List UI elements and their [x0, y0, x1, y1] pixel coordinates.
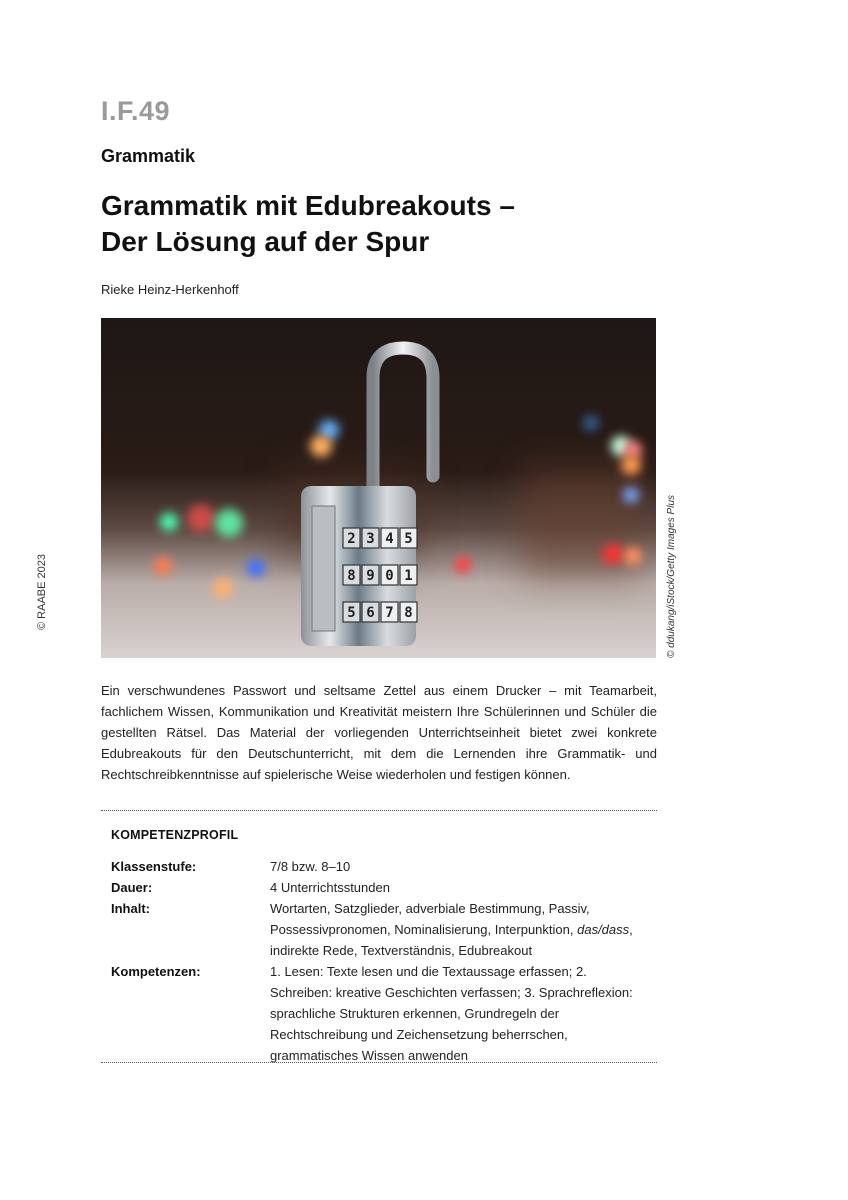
profile-row-duration [111, 877, 651, 898]
author: Rieke Heinz-Herkenhoff [101, 282, 239, 297]
dial-digit: 5 [404, 531, 413, 547]
dial-digit: 1 [404, 568, 413, 584]
dial-digit: 8 [347, 568, 356, 584]
profile-heading: KOMPETENZPROFIL [111, 828, 239, 842]
row-label: Klassenstufe: [111, 859, 197, 874]
divider-bottom [101, 1062, 657, 1063]
profile-row-grade [111, 856, 651, 877]
row-value: 7/8 bzw. 8–10 [270, 859, 351, 874]
row-label: Dauer: [111, 880, 153, 895]
dial-digit: 0 [385, 568, 394, 584]
page-title [101, 188, 515, 260]
title-line-1: Grammatik mit Edubreakouts – [101, 190, 515, 221]
profile-row-content [111, 898, 651, 961]
row-value: 1. Lesen: Texte lesen und die Textaussage erfassen; 2. Schreiben: kreative Geschichten verfassen; 3. Sprachreflexion: sprachliche Strukturen erkennen, Grundregeln der Rechtschreibung und Zeichensetzung beherrschen, grammatisches Wissen anwenden [270, 964, 633, 1063]
dial-digit: 9 [366, 568, 375, 584]
publisher-copyright: © RAABE 2023 [36, 554, 48, 630]
row-value [270, 898, 651, 961]
divider-top [101, 810, 657, 811]
title-line-2: Der Lösung auf der Spur [101, 226, 430, 257]
profile-row-competences [111, 961, 651, 1066]
dial-digit: 2 [347, 531, 356, 547]
intro-paragraph: Ein verschwundenes Passwort und seltsame Zettel aus einem Drucker – mit Teamarbeit, fachlichem Wissen, Kommunikation und Kreativität meistern Ihre Schülerinnen und Schüler die gestellten Rätsel. Das Material der vorliegenden Unterrichtseinheit bietet zwei konkrete Edubreakouts für den Deutschunterricht, mit dem die Lernenden ihre Grammatik- und Rechtschreibkenntnisse auf spielerische Weise wiederholen und festigen können. [101, 683, 657, 782]
photo-credit: © ddukang/iStock/Getty Images Plus [666, 494, 677, 658]
content-text-end: , indirekte Rede, Textverständnis, Edubreakout [270, 922, 633, 958]
dial-digit: 7 [385, 605, 394, 621]
padlock-illustration [101, 318, 656, 658]
content-text: Wortarten, Satzglieder, adverbiale Bestimmung, Passiv, Possessivpronomen, Nominalisierung, Interpunktion, [270, 901, 590, 937]
cover-photo [101, 318, 656, 658]
content-italic: das/dass [577, 922, 630, 937]
row-value: 4 Unterrichtsstunden [270, 880, 390, 895]
row-label: Kompetenzen: [111, 964, 201, 979]
dial-digit: 3 [366, 531, 375, 547]
background-box [521, 468, 641, 578]
row-label: Inhalt: [111, 901, 150, 916]
dial-digit: 5 [347, 605, 356, 621]
dial-digit: 4 [385, 531, 394, 547]
padlock-grip [312, 506, 335, 631]
dial-digit: 8 [404, 605, 413, 621]
category-label: Grammatik [101, 146, 196, 166]
unit-code: I.F.49 [101, 96, 171, 126]
competence-profile [111, 828, 651, 1066]
dial-digit: 6 [366, 605, 375, 621]
